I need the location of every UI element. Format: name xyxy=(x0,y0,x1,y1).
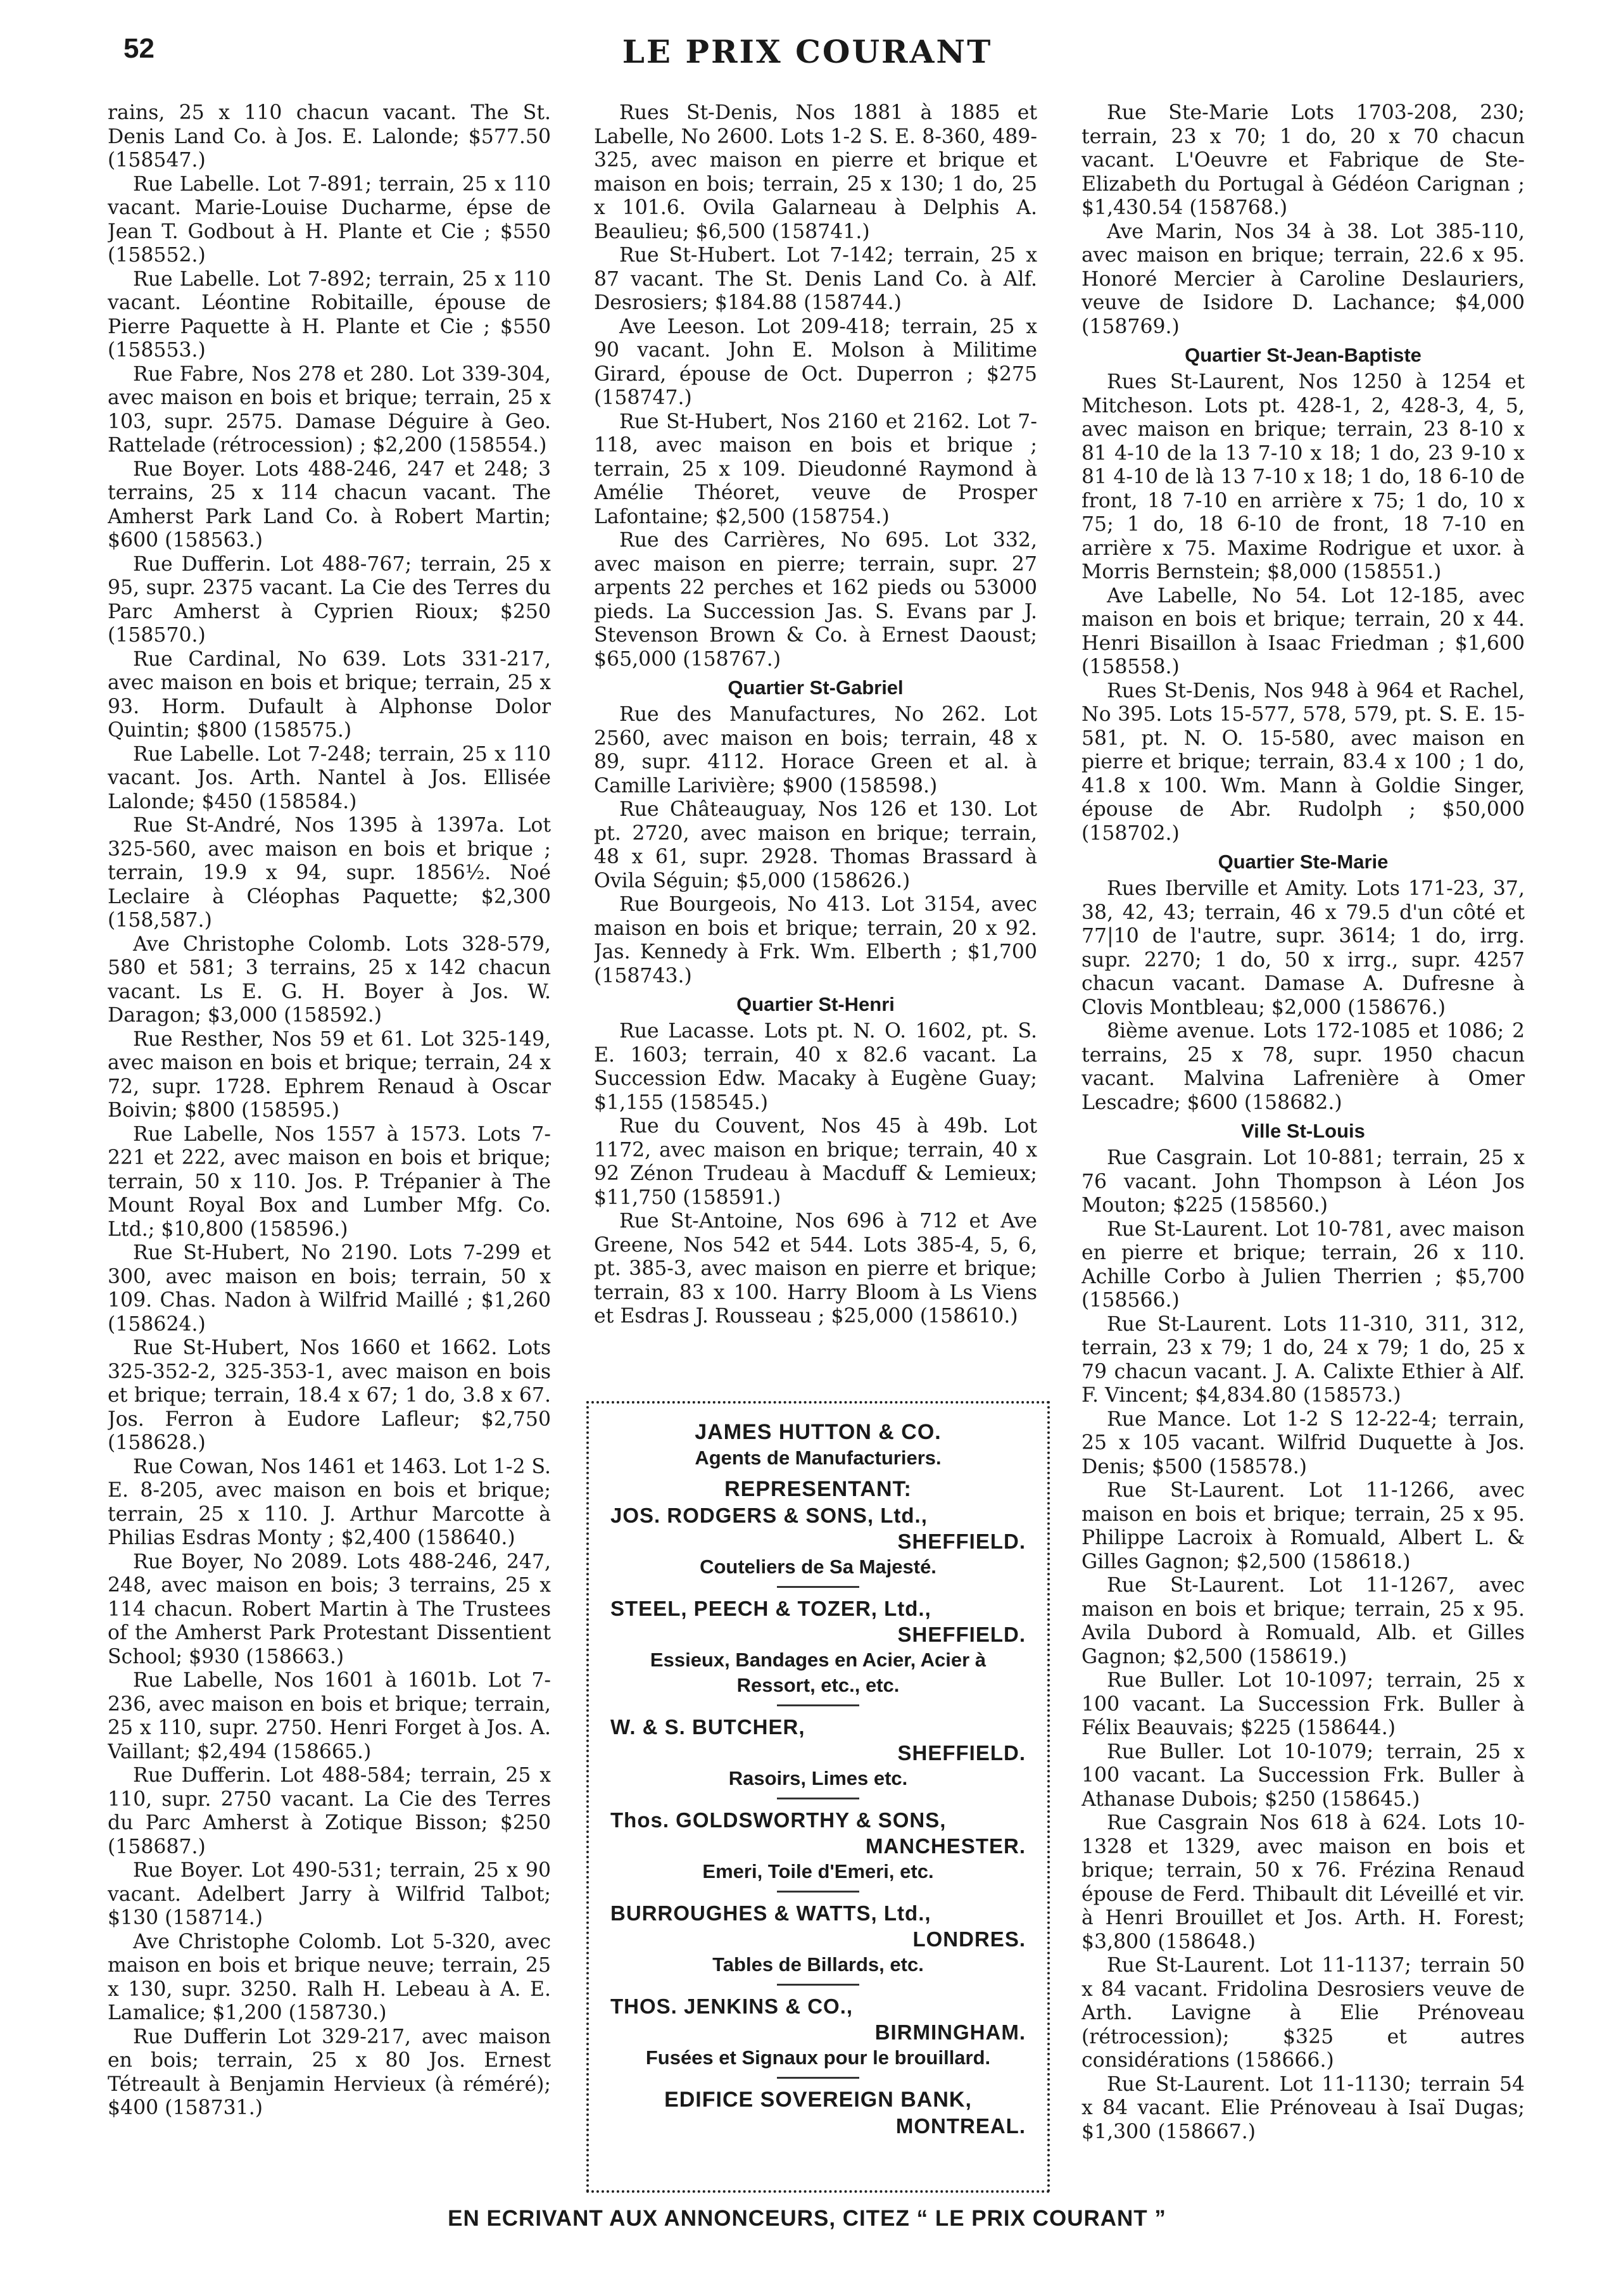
listing-entry: Rue Bourgeois, No 413. Lot 3154, avec maison en bois et brique; terrain, 20 x 92. Jas. Kennedy à Frk. Wm. Elberth ; $1,700 (158743.) xyxy=(594,893,1037,987)
listing-entry: Rues Iberville et Amity. Lots 171-23, 37, 38, 42, 43; terrain, 46 x 79.5 d'un côté et 77|10 de l'autre, supr. 3614; 1 do, irrg. supr. 2270; 1 do, 50 x irrg., supr. 4257 chacun vacant. Damase A. Dufresne à Clovis Montbleau; $2,000 (158676.) xyxy=(1081,877,1525,1019)
ad-firm-list xyxy=(610,1502,1026,2071)
listing-entry: Rue St-Laurent. Lot 11-1267, avec maison en bois et brique; terrain, 25 x 95. Avila Dubord à Romuald, Alb. et Gilles Gagnon; $2,500 (158619.) xyxy=(1081,1574,1525,1668)
ad-firm-description: Tables de Billards, etc. xyxy=(712,1953,924,1976)
page-header xyxy=(123,33,1491,77)
ad-firm-name: THOS. JENKINS & CO., xyxy=(610,1995,854,2018)
ad-firm-name: JOS. RODGERS & SONS, Ltd., xyxy=(610,1504,928,1527)
ad-company-name: JAMES HUTTON & CO. xyxy=(695,1420,942,1444)
listing-entry: Rue Resther, Nos 59 et 61. Lot 325-149, avec maison en bois et brique; terrain, 24 x 72, supr. 1728. Ephrem Renaud à Oscar Boivin; $800 (158595.) xyxy=(108,1027,551,1122)
journal-title: LE PRIX COURANT xyxy=(622,33,993,70)
ad-divider xyxy=(777,2077,859,2079)
ad-firm-description: Couteliers de Sa Majesté. xyxy=(700,1556,936,1578)
ad-firm-name: BURROUGHES & WATTS, Ltd., xyxy=(610,1901,931,1925)
listing-entry: Rue Cowan, Nos 1461 et 1463. Lot 1-2 S. E. 8-205, avec maison en bois et brique; terrain, 25 x 110. J. Arthur Marcotte à Philias Esdras Monty ; $2,400 (158640.) xyxy=(108,1455,551,1549)
ad-firm-city: LONDRES. xyxy=(912,1927,1026,1951)
listing-entry: Rue Boyer, No 2089. Lots 488-246, 247, 248, avec maison en bois; 3 terrains, 25 x 114 chacun. Robert Martin à The Trustees of the Amherst Park Protestant Dissentient School; $930 (158663.) xyxy=(108,1550,551,1668)
listing-entry: Rue des Carrières, No 695. Lot 332, avec maison en pierre; terrain, supr. 27 arpents 22 perches et 162 pieds ou 53000 pieds. La Succession Jas. S. Evans par J. Stevenson Brown & Co. à Ernest Daoust; $65,000 (158767.) xyxy=(594,529,1037,671)
listing-entry: Rues St-Denis, Nos 948 à 964 et Rachel, No 395. Lots 15-577, 578, 579, pt. S. E. 15-581, pt. N. O. 15-580, avec maison en pierre et brique; terrain, 83.4 x 100 ; 1 do, 41.8 x 100. Wm. Mann à Goldie Singer, épouse de Abr. Rudolph ; $50,000 (158702.) xyxy=(1081,679,1525,845)
ad-divider xyxy=(777,1798,859,1799)
ad-address-line-1: EDIFICE SOVEREIGN BANK, xyxy=(664,2088,972,2112)
ad-firm-description: Fusées et Signaux pour le brouillard. xyxy=(645,2046,991,2069)
column-3 xyxy=(1081,101,1525,2191)
ad-firm-description: Rasoirs, Limes etc. xyxy=(728,1767,908,1789)
ad-firm-name: Thos. GOLDSWORTHY & SONS, xyxy=(610,1808,947,1832)
listing-entry: Rue St-Laurent. Lot 10-781, avec maison en pierre et brique; terrain, 26 x 110. Achille Corbo à Julien Therrien ; $5,700 (158566.) xyxy=(1081,1217,1525,1312)
ad-divider xyxy=(777,1586,859,1588)
listing-entry: Ave Christophe Colomb. Lot 5-320, avec maison en bois et brique neuve; terrain, 25 x 130, supr. 3250. Ralh H. Lebeau à A. E. Lamalice; $1,200 (158730.) xyxy=(108,1930,551,2024)
listing-entry: Rue Casgrain Nos 618 à 624. Lots 10-1328 et 1329, avec maison en bois et brique; terrain, 50 x 76. Frézina Renaud épouse de Ferd. Thibault dit Léveillé et vir. à Henri Brouillet et Jos. Arth. H. Forest; $3,800 (158648.) xyxy=(1081,1811,1525,1953)
footer-notice: EN ECRIVANT AUX ANNONCEURS, CITEZ “ LE PRIX COURANT ” xyxy=(448,2206,1166,2231)
listing-entry: Rue Labelle. Lot 7-891; terrain, 25 x 110 vacant. Marie-Louise Ducharme, épse de Jean T. Godbout à H. Plante et Cie ; $550 (158552.) xyxy=(108,172,551,267)
section-heading: Quartier Ste-Marie xyxy=(1218,851,1389,873)
listing-entry: Rue St-Laurent. Lot 11-1130; terrain 54 x 84 vacant. Elie Prénoveau à Isaï Dugas; $1,300 (158667.) xyxy=(1081,2072,1525,2143)
listing-entry: Rue Labelle, Nos 1557 à 1573. Lots 7-221 et 222, avec maison en bois et brique; terrain, 50 x 110. Jos. P. Trépanier à The Mount Royal Box and Lumber Mfg. Co. Ltd.; $10,800 (158596.) xyxy=(108,1122,551,1241)
listing-entry: rains, 25 x 110 chacun vacant. The St. Denis Land Co. à Jos. E. Lalonde; $577.50 (158547.) xyxy=(108,101,551,172)
ad-firm-name: W. & S. BUTCHER, xyxy=(610,1715,805,1739)
listing-entry: Rue Labelle. Lot 7-892; terrain, 25 x 110 vacant. Léontine Robitaille, épouse de Pierre Paquette à H. Plante et Cie ; $550 (158553.) xyxy=(108,267,551,362)
ad-firm-name: STEEL, PEECH & TOZER, Ltd., xyxy=(610,1597,931,1620)
advertisement-box xyxy=(586,1401,1050,2193)
listing-entry: Rues St-Laurent, Nos 1250 à 1254 et Mitcheson. Lots pt. 428-1, 2, 428-3, 4, 5, avec maison en brique; terrain, 23 8-10 x 81 4-10 de la 13 7-10 x 18; 1 do, 23 9-10 x 81 4-10 de là 13 7-10 x 18; 1 do, 18 6-10 de front, 18 7-10 en arrière x 75; 1 do, 10 x 75; 1 do, 18 6-10 de front, 18 7-10 en arrière x 75. Maxime Rodrigue et uxor. à Morris Bernstein; $8,000 (158551.) xyxy=(1081,371,1525,583)
listing-entry: Rue Labelle, Nos 1601 à 1601b. Lot 7-236, avec maison en bois et brique; terrain, 25 x 110, supr. 2750. Henri Forget à Jos. A. Vaillant; $2,494 (158665.) xyxy=(108,1669,551,1763)
section-heading: Quartier St-Henri xyxy=(736,993,895,1015)
listing-entry: Rue Casgrain. Lot 10-881; terrain, 25 x 76 vacant. John Thompson à Léon Jos Mouton; $225 (158560.) xyxy=(1081,1146,1525,1217)
listing-entry: Rue des Manufactures, No 262. Lot 2560, avec maison en bois; terrain, 48 x 89, supr. 4112. Horace Green et al. à Camille Larivière; $900 (158598.) xyxy=(594,703,1037,797)
listing-entry: Rue St-Hubert. Lot 7-142; terrain, 25 x 87 vacant. The St. Denis Land Co. à Alf. Desrosiers; $184.88 (158744.) xyxy=(594,244,1037,314)
ad-firm-city: SHEFFIELD. xyxy=(897,1623,1026,1646)
listing-entry: Rue St-Antoine, Nos 696 à 712 et Ave Greene, Nos 542 et 544. Lots 385-4, 5, 6, pt. 385-3, avec maison en pierre et brique; terrain, 83 x 100. Harry Bloom à Ls Viens et Esdras J. Rousseau ; $25,000 (158610.) xyxy=(594,1210,1037,1328)
listing-entry: Rue Buller. Lot 10-1097; terrain, 25 x 100 vacant. La Succession Frk. Buller à Félix Beauvais; $225 (158644.) xyxy=(1081,1669,1525,1739)
ad-divider xyxy=(777,1704,859,1706)
listing-entry: Rue Labelle. Lot 7-248; terrain, 25 x 110 vacant. Jos. Arth. Nantel à Jos. Ellisée Lalonde; $450 (158584.) xyxy=(108,742,551,813)
ad-divider xyxy=(777,1891,859,1893)
ad-address-line-2: MONTREAL. xyxy=(895,2114,1026,2138)
listing-entry: Rue St-Hubert, Nos 1660 et 1662. Lots 325-352-2, 325-353-1, avec maison en bois et brique; terrain, 18.4 x 67; 1 do, 3.8 x 67. Jos. Ferron à Eudore Lafleur; $2,750 (158628.) xyxy=(108,1336,551,1454)
listing-entry: Rue Lacasse. Lots pt. N. O. 1602, pt. S. E. 1603; terrain, 40 x 82.6 vacant. La Succession Edw. Macaky à Eugène Guay; $1,155 (158545.) xyxy=(594,1020,1037,1114)
page-number: 52 xyxy=(123,33,154,64)
listing-entry: Rue St-Laurent. Lot 11-1137; terrain 50 x 84 vacant. Fridolina Desrosiers veuve de Arth. Lavigne à Elie Prénoveau (rétrocession); $325 et autres considérations (158666.) xyxy=(1081,1954,1525,2072)
ad-firm-city: SHEFFIELD. xyxy=(897,1530,1026,1553)
ad-company-subtitle: Agents de Manufacturiers. xyxy=(695,1447,942,1469)
listing-entry: Rue Dufferin Lot 329-217, avec maison en bois; terrain, 25 x 80 Jos. Ernest Tétreault à Benjamin Hervieux (à réméré); $400 (158731.) xyxy=(108,2025,551,2119)
column-1 xyxy=(108,101,551,2191)
section-heading: Quartier St-Gabriel xyxy=(728,676,904,699)
listing-entry: Rue Dufferin. Lot 488-584; terrain, 25 x 110, supr. 2750 vacant. La Cie des Terres du Parc Amherst à Zotique Bisson; $250 (158687.) xyxy=(108,1764,551,1858)
listing-entry: Rue Mance. Lot 1-2 S 12-22-4; terrain, 25 x 105 vacant. Wilfrid Duquette à Jos. Denis; $500 (158578.) xyxy=(1081,1407,1525,1478)
listing-entry: Rue Boyer. Lots 488-246, 247 et 248; 3 terrains, 25 x 114 chacun vacant. The Amherst Park Land Co. à Robert Martin; $600 (158563.) xyxy=(108,457,551,552)
ad-divider xyxy=(777,1984,859,1986)
ad-firm-description: Emeri, Toile d'Emeri, etc. xyxy=(702,1860,934,1882)
listing-entry: Rue St-Hubert, No 2190. Lots 7-299 et 300, avec maison en bois; terrain, 50 x 109. Chas. Nadon à Wilfrid Maillé ; $1,260 (158624.) xyxy=(108,1241,551,1336)
listing-entry: Rue Ste-Marie Lots 1703-208, 230; terrain, 23 x 70; 1 do, 20 x 70 chacun vacant. L'Oeuvre et Fabrique de Ste-Elizabeth du Portugal à Gédéon Carignan ; $1,430.54 (158768.) xyxy=(1081,101,1525,219)
listing-entry: Rue Fabre, Nos 278 et 280. Lot 339-304, avec maison en bois et brique; terrain, 25 x 103, supr. 2575. Damase Déguire à Geo. Rattelade (rétrocession) ; $2,200 (158554.) xyxy=(108,362,551,457)
listing-entry: Rue Dufferin. Lot 488-767; terrain, 25 x 95, supr. 2375 vacant. La Cie des Terres du Parc Amherst à Cyprien Rioux; $250 (158570.) xyxy=(108,552,551,647)
listing-entry: Ave Leeson. Lot 209-418; terrain, 25 x 90 vacant. John E. Molson à Militime Girard, épouse de Oct. Duperron ; $275 (158747.) xyxy=(594,315,1037,409)
listing-entry: Ave Labelle, No 54. Lot 12-185, avec maison en bois et brique; terrain, 20 x 44. Henri Bisaillon à Isaac Friedman ; $1,600 (158558.) xyxy=(1081,584,1525,678)
listing-entry: Rue St-Laurent. Lots 11-310, 311, 312, terrain, 23 x 79; 1 do, 24 x 79; 1 do, 25 x 79 chacun vacant. J. A. Calixte Ethier à Alf. F. Vincent; $4,834.80 (158573.) xyxy=(1081,1312,1525,1407)
ad-firm-city: MANCHESTER. xyxy=(865,1834,1026,1858)
listing-entry: 8ième avenue. Lots 172-1085 et 1086; 2 terrains, 25 x 78, supr. 1950 chacun vacant. Malvina Lafrenière à Omer Lescadre; $600 (158682.) xyxy=(1081,1020,1525,1114)
ad-firm-city: SHEFFIELD. xyxy=(897,1741,1026,1765)
listing-entry: Rue St-Laurent. Lot 11-1266, avec maison en bois et brique; terrain, 25 x 95. Philippe Lacroix à Romuald, Albert L. & Gilles Gagnon; $2,500 (158618.) xyxy=(1081,1479,1525,1573)
listing-entry: Rue St-André, Nos 1395 à 1397a. Lot 325-560, avec maison en bois et brique ; terrain, 19.9 x 94, supr. 1856½. Noé Leclaire à Cléophas Paquette; $2,300 (158,587.) xyxy=(108,814,551,932)
listing-entry: Ave Christophe Colomb. Lots 328-579, 580 et 581; 3 terrains, 25 x 142 chacun vacant. Ls E. G. H. Boyer à Jos. W. Daragon; $3,000 (158592.) xyxy=(108,932,551,1027)
listing-entry: Rue Boyer. Lot 490-531; terrain, 25 x 90 vacant. Adelbert Jarry à Wilfrid Talbot; $130 (158714.) xyxy=(108,1859,551,1929)
listing-entry: Rue Cardinal, No 639. Lots 331-217, avec maison en bois et brique; terrain, 25 x 93. Horm. Dufault à Alphonse Dolor Quintin; $800 (158575.) xyxy=(108,647,551,742)
listing-entry: Rues St-Denis, Nos 1881 à 1885 et Labelle, No 2600. Lots 1-2 S. E. 8-360, 489-325, avec maison en pierre et brique et maison en bois; terrain, 25 x 130; 1 do, 25 x 101.6. Ovila Galarneau à Delphis A. Beaulieu; $6,500 (158741.) xyxy=(594,101,1037,243)
listing-entry: Rue Châteauguay, Nos 126 et 130. Lot pt. 2720, avec maison en brique; terrain, 48 x 61, supr. 2928. Thomas Brassard à Ovila Séguin; $5,000 (158626.) xyxy=(594,798,1037,892)
listing-entry: Rue Buller. Lot 10-1079; terrain, 25 x 100 vacant. La Succession Frk. Buller à Athanase Dubois; $250 (158645.) xyxy=(1081,1740,1525,1811)
ad-firm-description: Essieux, Bandages en Acier, Acier à Ressort, etc., etc. xyxy=(650,1649,987,1696)
ad-firm-city: BIRMINGHAM. xyxy=(874,2020,1026,2044)
listing-entry: Rue du Couvent, Nos 45 à 49b. Lot 1172, avec maison en brique; terrain, 40 x 92 Zénon Trudeau à Macduff & Lemieux; $11,750 (158591.) xyxy=(594,1115,1037,1209)
listing-entry: Rue St-Hubert, Nos 2160 et 2162. Lot 7-118, avec maison en bois et brique ; terrain, 25 x 109. Dieudonné Raymond à Amélie Théoret, veuve de Prosper Lafontaine; $2,500 (158754.) xyxy=(594,410,1037,528)
listing-entry: Ave Marin, Nos 34 à 38. Lot 385-110, avec maison en brique; terrain, 22.6 x 95. Honoré Mercier à Caroline Deslauriers, veuve de Isidore D. Lachance; $4,000 (158769.) xyxy=(1081,220,1525,338)
section-heading: Quartier St-Jean-Baptiste xyxy=(1185,344,1422,366)
section-heading: Ville St-Louis xyxy=(1241,1120,1365,1142)
ad-representing-label: REPRESENTANT: xyxy=(724,1477,912,1501)
